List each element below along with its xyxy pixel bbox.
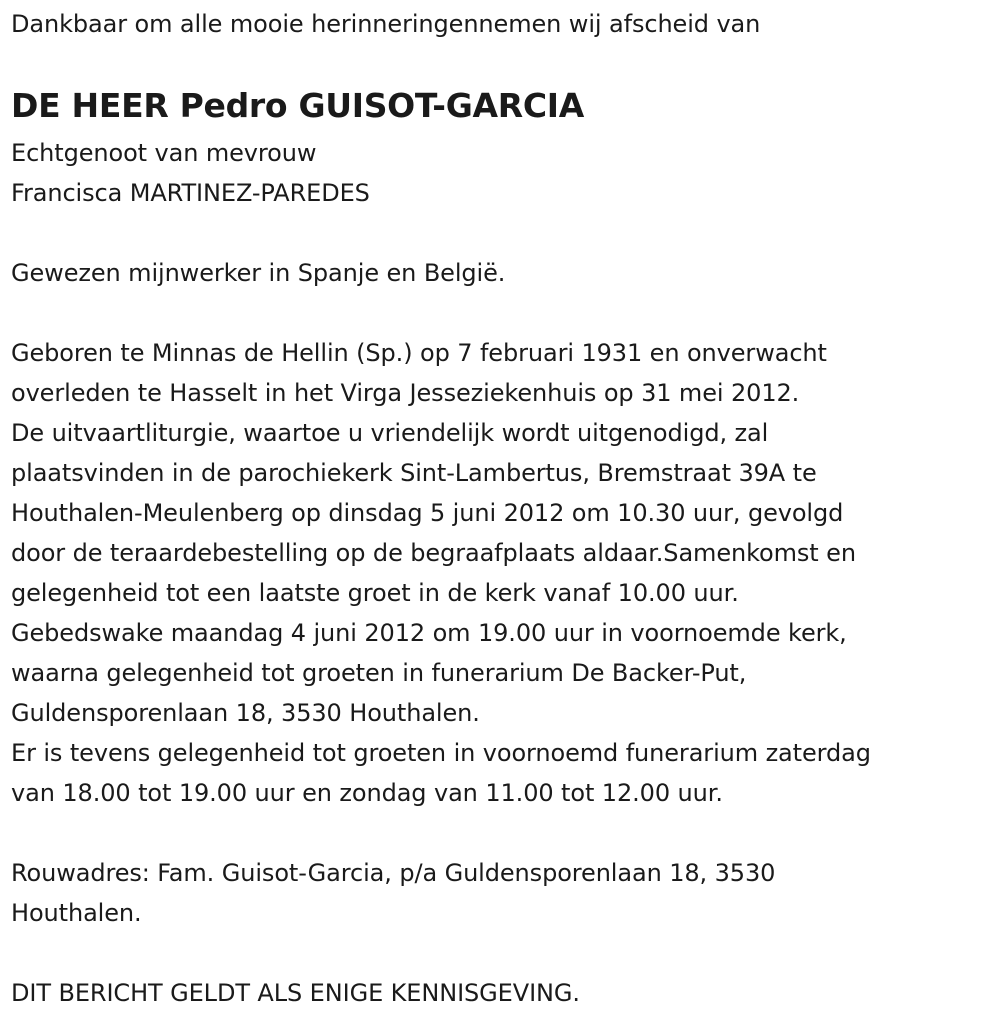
intro-text: Dankbaar om alle mooie herinneringennemen wij afscheid van: [11, 10, 761, 38]
details-line: Geboren te Minnas de Hellin (Sp.) op 7 februari 1931 en onverwacht: [11, 339, 827, 367]
spouse-line: Echtgenoot van mevrouw: [11, 139, 317, 167]
occupation-text: Gewezen mijnwerker in Spanje en België.: [11, 259, 506, 287]
details-line: waarna gelegenheid tot groeten in funerarium De Backer-Put,: [11, 659, 747, 687]
details-line: plaatsvinden in de parochiekerk Sint-Lambertus, Bremstraat 39A te: [11, 459, 817, 487]
deceased-name: DE HEER Pedro GUISOT-GARCIA: [11, 86, 584, 125]
details-line: Houthalen-Meulenberg op dinsdag 5 juni 2012 om 10.30 uur, gevolgd: [11, 499, 844, 527]
details-line: Er is tevens gelegenheid tot groeten in voornoemd funerarium zaterdag: [11, 739, 871, 767]
details-line: Gebedswake maandag 4 juni 2012 om 19.00 uur in voornoemde kerk,: [11, 619, 847, 647]
details-line: gelegenheid tot een laatste groet in de kerk vanaf 10.00 uur.: [11, 579, 739, 607]
closing-statement: DIT BERICHT GELDT ALS ENIGE KENNISGEVING.: [11, 979, 580, 1007]
spouse-name: Francisca MARTINEZ-PAREDES: [11, 179, 370, 207]
details-line: van 18.00 tot 19.00 uur en zondag van 11.00 tot 12.00 uur.: [11, 779, 723, 807]
address-line: Rouwadres: Fam. Guisot-Garcia, p/a Guldensporenlaan 18, 3530: [11, 859, 776, 887]
address-line: Houthalen.: [11, 899, 142, 927]
details-line: Guldensporenlaan 18, 3530 Houthalen.: [11, 699, 480, 727]
details-line: De uitvaartliturgie, waartoe u vriendelijk wordt uitgenodigd, zal: [11, 419, 769, 447]
details-line: door de teraardebestelling op de begraafplaats aldaar.Samenkomst en: [11, 539, 856, 567]
details-line: overleden te Hasselt in het Virga Jesseziekenhuis op 31 mei 2012.: [11, 379, 800, 407]
